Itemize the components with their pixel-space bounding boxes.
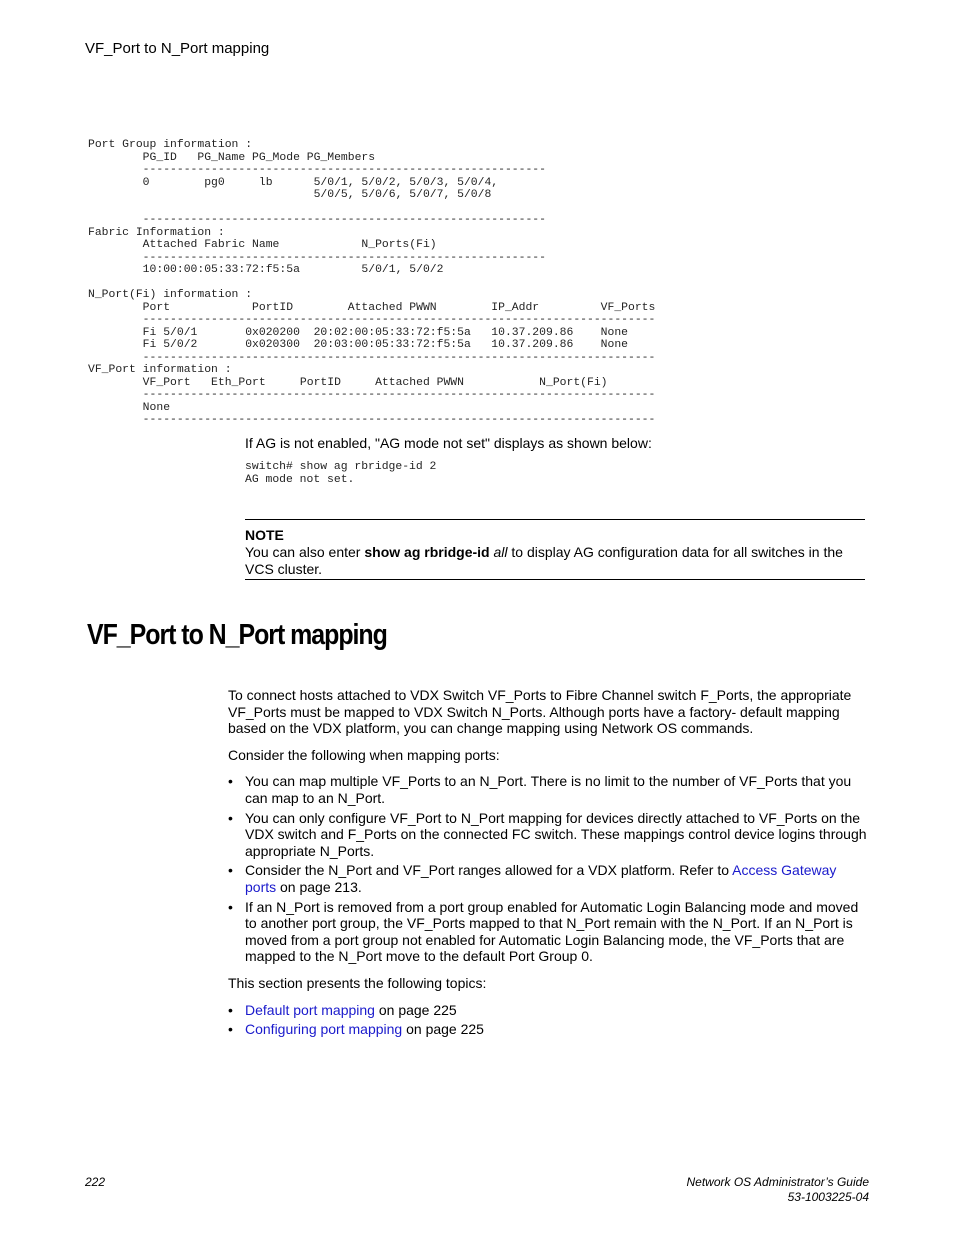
note-text: You can also enter show ag rbridge-id all to display AG configuration data for all switches in the VCS cluster. xyxy=(245,544,843,577)
ag-not-enabled-text: If AG is not enabled, "AG mode not set" displays as shown below: xyxy=(245,435,652,451)
list-item: • You can map multiple VF_Ports to an N_Port. There is no limit to the number of VF_Ports that you can map to an N_Port. xyxy=(228,773,868,806)
topics-intro: This section presents the following topics: xyxy=(228,974,487,991)
list-item: • Consider the N_Port and VF_Port ranges allowed for a VDX platform. Refer to Access Gateway ports on page 213. xyxy=(228,862,868,895)
page-number: 222 xyxy=(85,1175,106,1189)
considerations-list xyxy=(228,773,868,965)
ag-command-example: switch# show ag rbridge-id 2 AG mode not set. xyxy=(245,461,437,486)
note-argument: all xyxy=(493,544,508,560)
note-box xyxy=(245,519,865,580)
access-gateway-ports-link[interactable]: Access Gateway ports xyxy=(245,862,837,895)
section-title: VF_Port to N_Port mapping xyxy=(87,619,387,651)
note-command: show ag rbridge-id xyxy=(364,544,490,560)
topics-list xyxy=(228,1002,868,1038)
default-port-mapping-link[interactable]: Default port mapping xyxy=(245,1001,375,1018)
doc-number: 53-1003225-04 xyxy=(787,1189,869,1204)
configuring-port-mapping-link[interactable]: Configuring port mapping xyxy=(245,1021,403,1038)
footer-doc-info xyxy=(686,1175,869,1204)
list-item: • You can only configure VF_Port to N_Port mapping for devices directly attached to VF_Ports on the VDX switch and F_Ports on the connected FC switch. These mappings control device logins through appropriate N_Ports. xyxy=(228,810,868,860)
note-heading: NOTE xyxy=(245,527,284,543)
consider-paragraph: Consider the following when mapping ports: xyxy=(228,746,500,763)
intro-paragraph: To connect hosts attached to VDX Switch VF_Ports to Fibre Channel switch F_Ports, the appropriate VF_Ports must be mapped to VDX Switch N_Ports. Although ports have a factory- default mapping based on the VDX platform, you can change mapping using Network OS commands. xyxy=(228,687,852,737)
running-header: VF_Port to N_Port mapping xyxy=(85,40,270,57)
list-item: • If an N_Port is removed from a port group enabled for Automatic Login Balancing mode and moved to another port group, the VF_Ports mapped to that N_Port remain with the N_Port. If an N_Port is moved from a port group not enabled for Automatic Login Balancing mode, the VF_Ports that are mapped to the N_Port move to the default Port Group 0. xyxy=(228,899,868,965)
list-item: • Configuring port mapping on page 225 xyxy=(228,1021,868,1038)
doc-title: Network OS Administrator’s Guide xyxy=(686,1175,869,1189)
list-item: • Default port mapping on page 225 xyxy=(228,1002,868,1019)
section-body xyxy=(228,687,868,1048)
command-output-block: Port Group information : PG_ID PG_Name PG_Mode PG_Members ----------------------------------------------------------- 0 pg0 lb 5/0/1, 5/0/2, 5/0/3, 5/0/4, 5/0/5, 5/0/6, 5/0/7, 5/0/8 ----------------------------------------------------------- Fabric Information : Attached Fabric Name N_Ports(Fi) ----------------------------------------------------------- 10:00:00:05:33:72:f5:5a 5/0/1, 5/0/2 N_Port(Fi) information : Port PortID Attached PWWN IP_Addr VF_Ports --------------------------------------------------------------------------- Fi 5/0/1 0x020200 20:02:00:05:33:72:f5:5a 10.37.209.86 None Fi 5/0/2 0x020300 20:03:00:05:33:72:f5:5a 10.37.209.86 None --------------------------------------------------------------------------- VF_Port information : VF_Port Eth_Port PortID Attached PWWN N_Port(Fi) --------------------------------------------------------------------------- None --------------------------------------------------------------------------- xyxy=(88,139,656,426)
